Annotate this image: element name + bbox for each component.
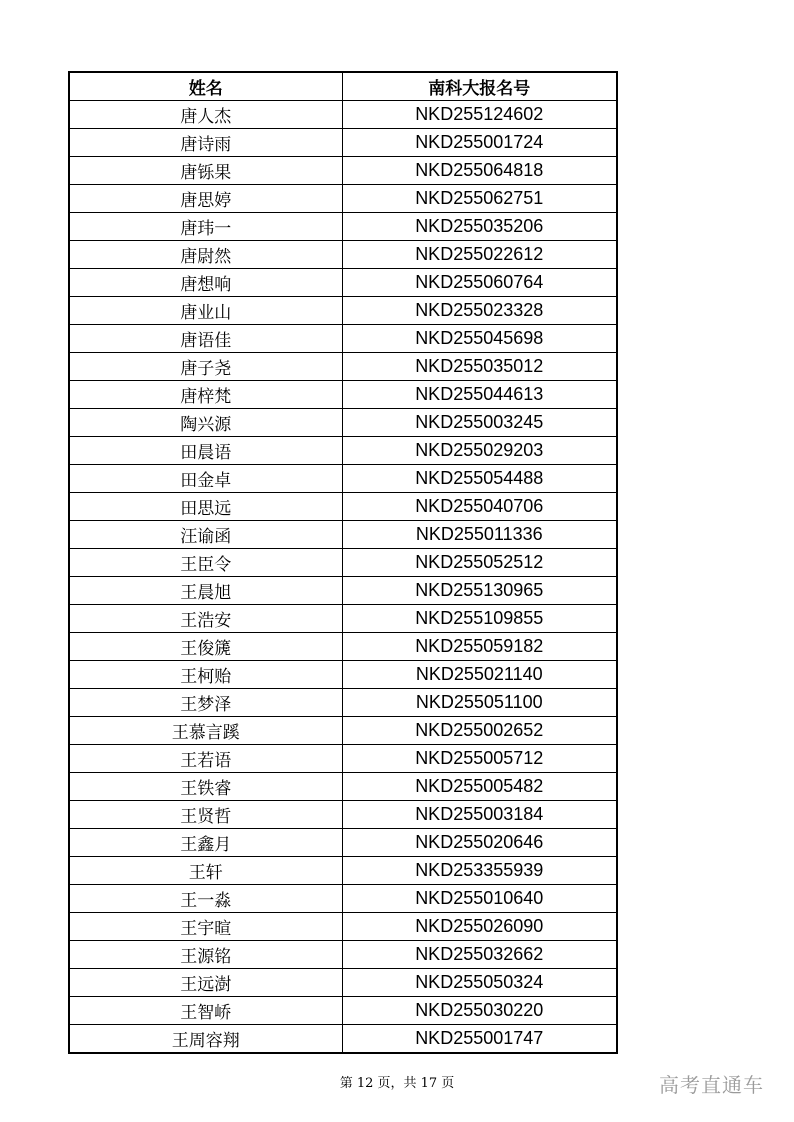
registration-number-cell: NKD255130965 <box>342 577 617 605</box>
registration-number-cell: NKD255029203 <box>342 437 617 465</box>
student-name-cell: 唐玮一 <box>69 213 342 241</box>
registration-number-cell: NKD255022612 <box>342 241 617 269</box>
table-row <box>69 185 617 213</box>
student-name-cell: 王鑫月 <box>69 829 342 857</box>
table-row <box>69 325 617 353</box>
registration-number-cell: NKD255064818 <box>342 157 617 185</box>
student-name-cell: 王慕言蹊 <box>69 717 342 745</box>
table-row <box>69 913 617 941</box>
table-row <box>69 857 617 885</box>
registration-number-cell: NKD255050324 <box>342 969 617 997</box>
student-name-cell: 田晨语 <box>69 437 342 465</box>
registration-number-cell: NKD253355939 <box>342 857 617 885</box>
registration-number-cell: NKD255052512 <box>342 549 617 577</box>
table-row <box>69 997 617 1025</box>
table-row <box>69 661 617 689</box>
table-row <box>69 213 617 241</box>
table-row <box>69 717 617 745</box>
table-row <box>69 577 617 605</box>
student-name-cell: 王俊篪 <box>69 633 342 661</box>
registration-number-cell: NKD255109855 <box>342 605 617 633</box>
table-row <box>69 521 617 549</box>
table-row <box>69 1025 617 1054</box>
student-name-cell: 王智峤 <box>69 997 342 1025</box>
student-name-cell: 唐铄果 <box>69 157 342 185</box>
student-name-cell: 唐人杰 <box>69 101 342 129</box>
table-row <box>69 829 617 857</box>
table-row <box>69 745 617 773</box>
table-row <box>69 437 617 465</box>
student-name-cell: 汪谕函 <box>69 521 342 549</box>
registration-number-cell: NKD255044613 <box>342 381 617 409</box>
registration-number-cell: NKD255023328 <box>342 297 617 325</box>
student-name-cell: 王轩 <box>69 857 342 885</box>
table-row <box>69 633 617 661</box>
registration-number-cell: NKD255035206 <box>342 213 617 241</box>
student-name-cell: 王晨旭 <box>69 577 342 605</box>
table-header-row <box>69 72 617 101</box>
registration-number-cell: NKD255060764 <box>342 269 617 297</box>
watermark-text: 高考直通车 <box>659 1073 764 1097</box>
registration-number-cell: NKD255026090 <box>342 913 617 941</box>
registration-number-cell: NKD255003245 <box>342 409 617 437</box>
registration-number-cell: NKD255051100 <box>342 689 617 717</box>
registration-number-cell: NKD255059182 <box>342 633 617 661</box>
table-row <box>69 549 617 577</box>
table-row <box>69 605 617 633</box>
table-row <box>69 689 617 717</box>
student-name-cell: 唐想响 <box>69 269 342 297</box>
registration-number-cell: NKD255005482 <box>342 773 617 801</box>
student-name-cell: 王臣令 <box>69 549 342 577</box>
registration-number-cell: NKD255062751 <box>342 185 617 213</box>
student-name-cell: 王梦泽 <box>69 689 342 717</box>
student-name-cell: 王一淼 <box>69 885 342 913</box>
registration-number-cell: NKD255001747 <box>342 1025 617 1054</box>
column-header-name: 姓名 <box>69 72 342 101</box>
registration-number-cell: NKD255045698 <box>342 325 617 353</box>
registration-number-cell: NKD255124602 <box>342 101 617 129</box>
student-name-cell: 王铁睿 <box>69 773 342 801</box>
student-name-cell: 王宇暄 <box>69 913 342 941</box>
registration-number-cell: NKD255001724 <box>342 129 617 157</box>
table-row <box>69 409 617 437</box>
table-row <box>69 885 617 913</box>
student-name-cell: 田金卓 <box>69 465 342 493</box>
table-row <box>69 493 617 521</box>
table-row <box>69 941 617 969</box>
student-name-cell: 唐语佳 <box>69 325 342 353</box>
registration-number-cell: NKD255030220 <box>342 997 617 1025</box>
student-name-cell: 王柯贻 <box>69 661 342 689</box>
registration-number-cell: NKD255021140 <box>342 661 617 689</box>
table-row <box>69 157 617 185</box>
table-row <box>69 465 617 493</box>
registration-number-cell: NKD255035012 <box>342 353 617 381</box>
table-row <box>69 381 617 409</box>
registration-number-cell: NKD255002652 <box>342 717 617 745</box>
table-row <box>69 269 617 297</box>
student-name-cell: 唐梓梵 <box>69 381 342 409</box>
student-name-cell: 唐子尧 <box>69 353 342 381</box>
table-row <box>69 129 617 157</box>
registration-number-cell: NKD255020646 <box>342 829 617 857</box>
student-name-cell: 王源铭 <box>69 941 342 969</box>
table-body <box>69 101 617 1054</box>
student-name-cell: 王浩安 <box>69 605 342 633</box>
student-name-cell: 唐思婷 <box>69 185 342 213</box>
student-name-cell: 王周容翔 <box>69 1025 342 1054</box>
table-row <box>69 801 617 829</box>
student-name-cell: 田思远 <box>69 493 342 521</box>
table-row <box>69 773 617 801</box>
registration-number-cell: NKD255003184 <box>342 801 617 829</box>
registration-number-cell: NKD255010640 <box>342 885 617 913</box>
admission-list-table <box>68 71 618 1054</box>
column-header-registration-number: 南科大报名号 <box>342 72 617 101</box>
registration-number-cell: NKD255032662 <box>342 941 617 969</box>
student-name-cell: 唐业山 <box>69 297 342 325</box>
table-row <box>69 969 617 997</box>
registration-number-cell: NKD255011336 <box>342 521 617 549</box>
student-name-cell: 唐诗雨 <box>69 129 342 157</box>
table-row <box>69 353 617 381</box>
student-name-cell: 唐尉然 <box>69 241 342 269</box>
student-name-cell: 王远澍 <box>69 969 342 997</box>
registration-number-cell: NKD255005712 <box>342 745 617 773</box>
table-row <box>69 297 617 325</box>
table-row <box>69 101 617 129</box>
registration-number-cell: NKD255054488 <box>342 465 617 493</box>
student-name-cell: 王贤哲 <box>69 801 342 829</box>
table-row <box>69 241 617 269</box>
student-name-cell: 王若语 <box>69 745 342 773</box>
page-number: 第 12 页，共 17 页 <box>339 1076 455 1091</box>
registration-number-cell: NKD255040706 <box>342 493 617 521</box>
student-name-cell: 陶兴源 <box>69 409 342 437</box>
